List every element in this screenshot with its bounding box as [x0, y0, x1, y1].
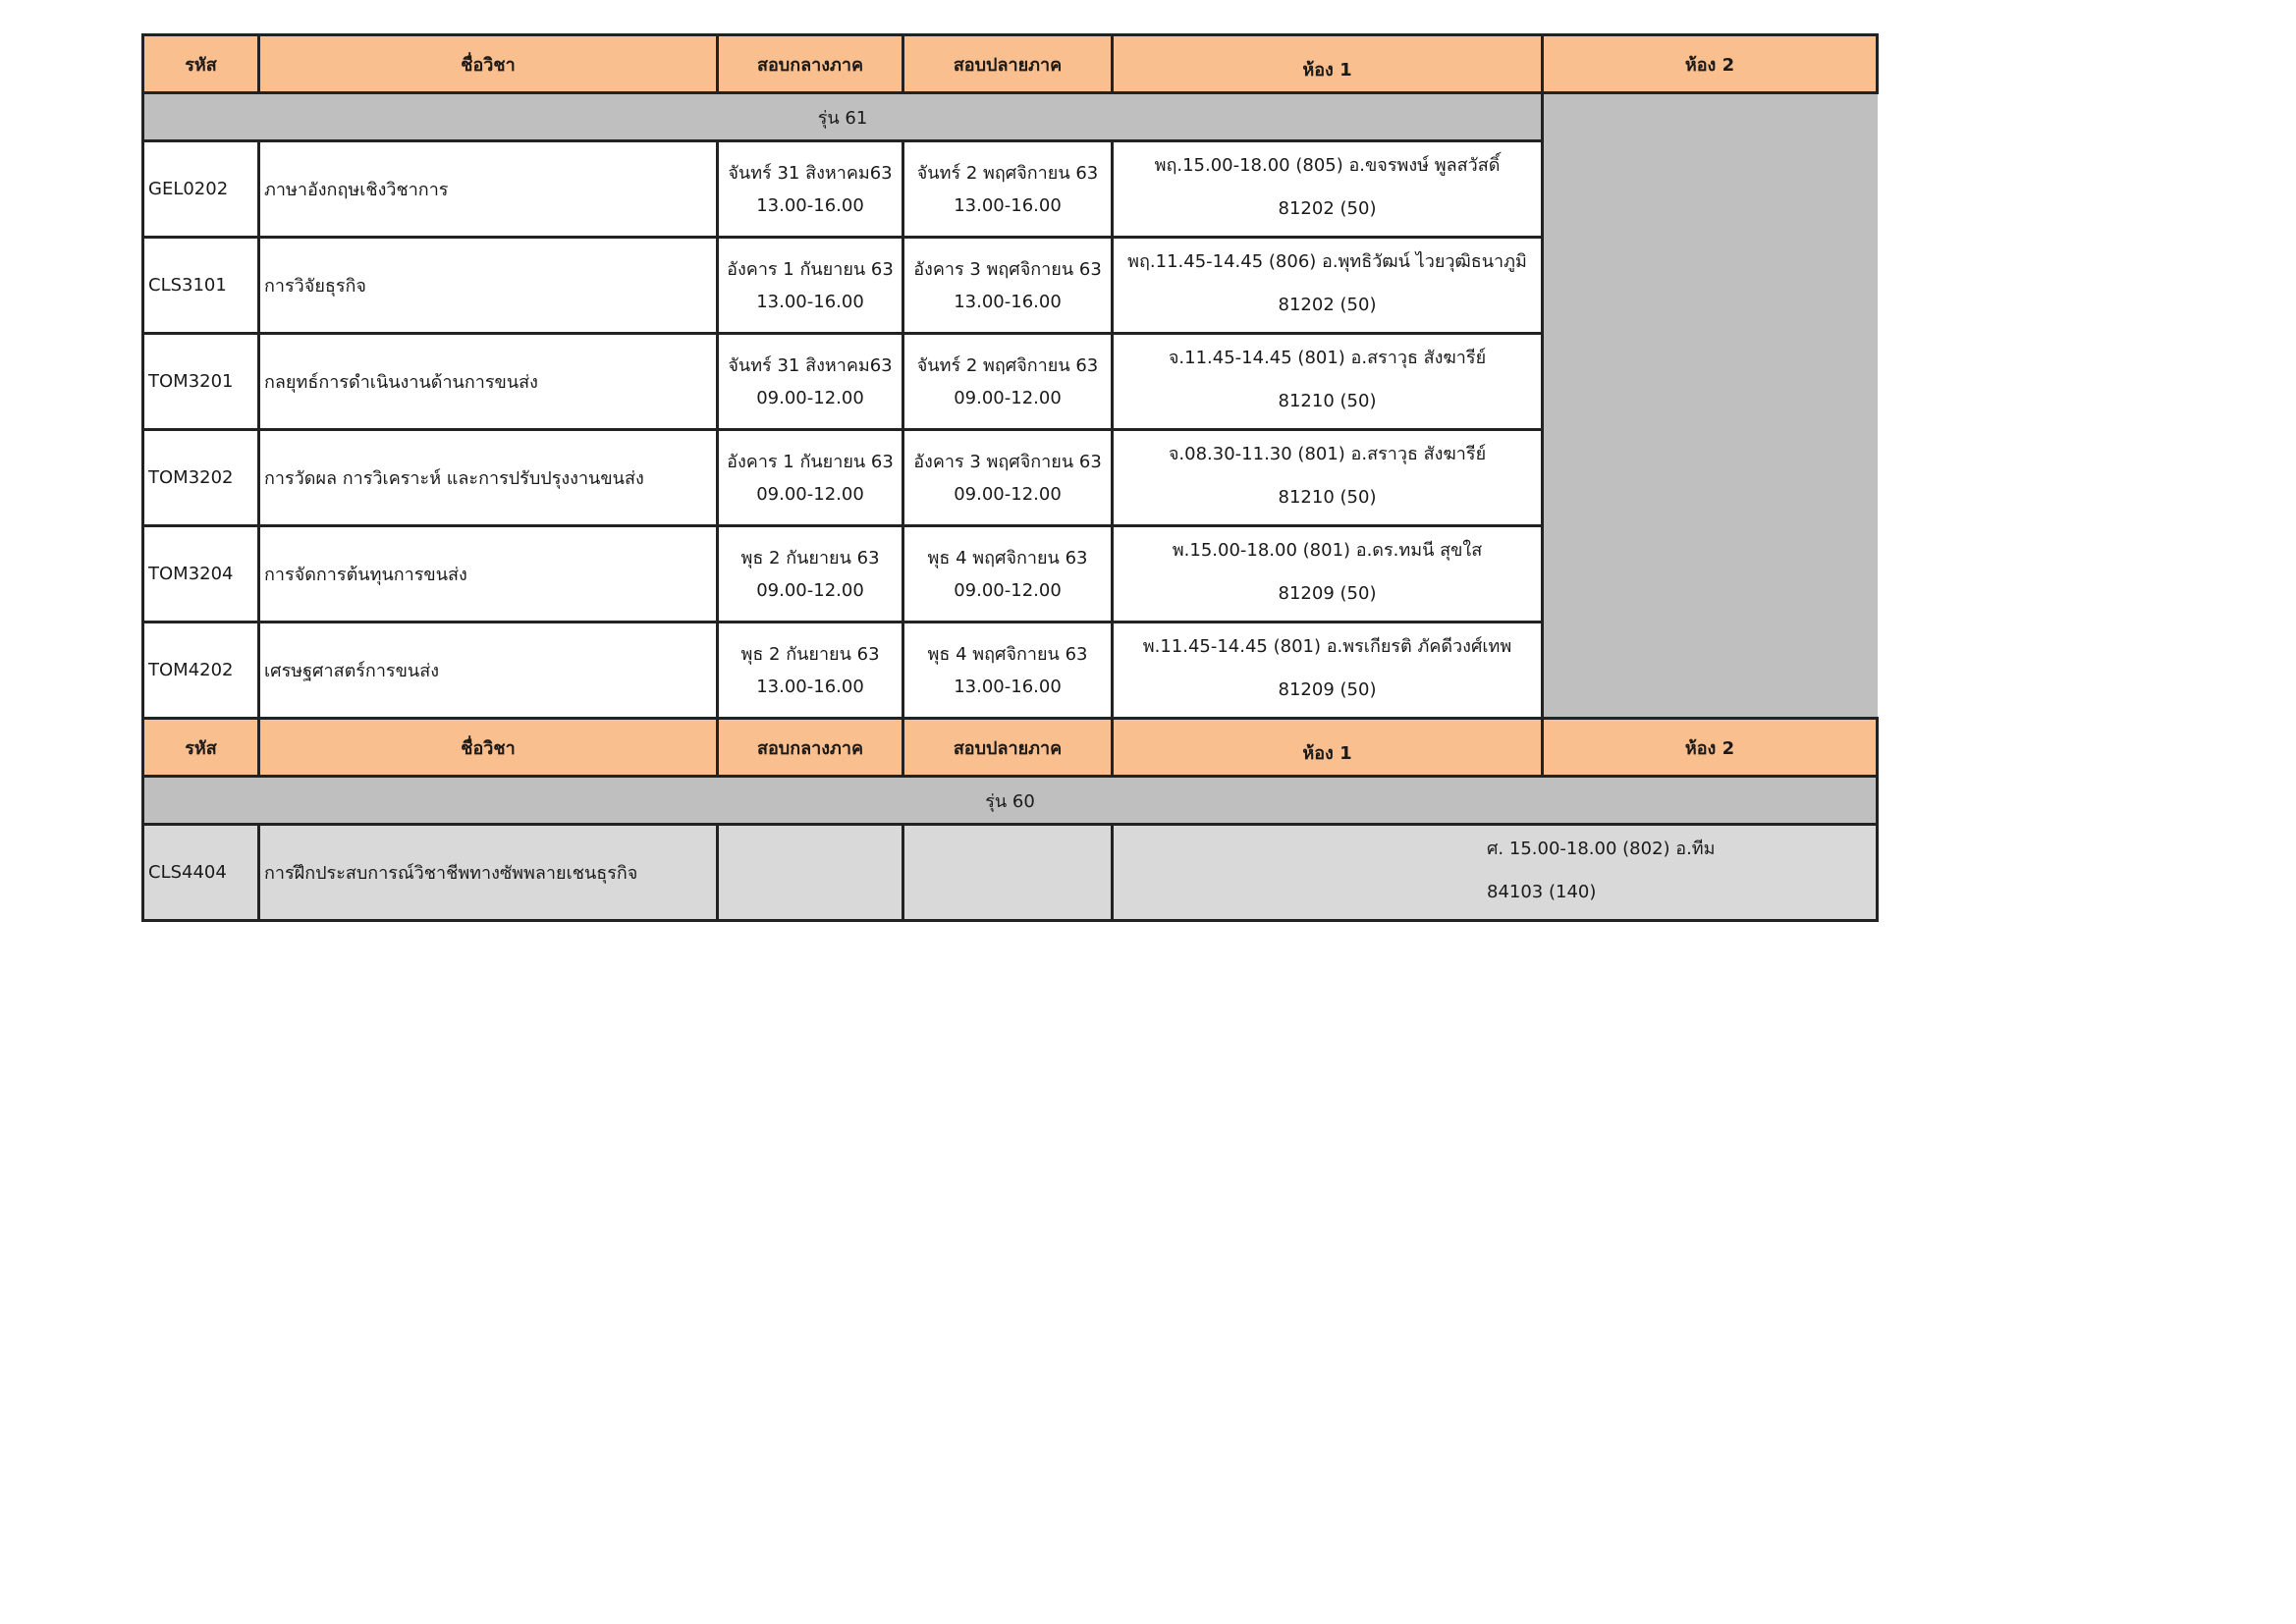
group-label: รุ่น 60 [143, 777, 1878, 825]
final-time: 13.00-16.00 [954, 676, 1062, 697]
room1-cell [1113, 238, 1543, 334]
midterm-cell [718, 623, 903, 719]
header-name: ชื่อวิชา [259, 719, 718, 777]
room2-empty-area [1543, 93, 1878, 719]
header-room2: ห้อง 2 [1543, 35, 1878, 93]
header-room1: ห้อง 1 [1113, 35, 1543, 93]
final-date: พุธ 4 พฤศจิกายน 63 [927, 547, 1088, 568]
header-room1: ห้อง 1 [1113, 719, 1543, 777]
room1-cell [1113, 334, 1543, 430]
course-code: TOM3201 [143, 334, 259, 430]
midterm-date: พุธ 2 กันยายน 63 [740, 643, 880, 665]
header-name: ชื่อวิชา [259, 35, 718, 93]
midterm-date: พุธ 2 กันยายน 63 [740, 547, 880, 568]
course-name: การฝึกประสบการณ์วิชาชีพทางซัพพลายเชนธุรกิจ [259, 825, 718, 921]
room-number: 81202 (50) [1278, 295, 1377, 315]
exam-schedule-table [141, 33, 1879, 922]
midterm-time: 09.00-12.00 [756, 483, 864, 505]
final-date: พุธ 4 พฤศจิกายน 63 [927, 643, 1088, 665]
header-final: สอบปลายภาค [903, 719, 1113, 777]
room-schedule: พฤ.15.00-18.00 (805) อ.ขจรพงษ์ พูลสวัสดิ์ [1154, 155, 1501, 176]
final-time: 09.00-12.00 [954, 387, 1062, 408]
final-cell [903, 334, 1113, 430]
room-schedule: ศ. 15.00-18.00 (802) อ.ทีม [1487, 839, 1716, 859]
course-code: TOM3202 [143, 430, 259, 526]
final-time: 09.00-12.00 [954, 579, 1062, 601]
course-code: CLS3101 [143, 238, 259, 334]
header-code: รหัส [143, 719, 259, 777]
group-row-60 [143, 777, 1878, 825]
course-name: การจัดการต้นทุนการขนส่ง [259, 526, 718, 623]
room-number: 81209 (50) [1278, 679, 1377, 700]
midterm-date: อังคาร 1 กันยายน 63 [727, 258, 894, 280]
midterm-cell [718, 334, 903, 430]
course-name: กลยุทธ์การดำเนินงานด้านการขนส่ง [259, 334, 718, 430]
course-code: TOM3204 [143, 526, 259, 623]
course-name: ภาษาอังกฤษเชิงวิชาการ [259, 141, 718, 238]
midterm-cell [718, 430, 903, 526]
final-cell [903, 623, 1113, 719]
room-number: 84103 (140) [1487, 882, 1597, 902]
midterm-time: 13.00-16.00 [756, 291, 864, 312]
course-code: GEL0202 [143, 141, 259, 238]
final-date: อังคาร 3 พฤศจิกายน 63 [913, 258, 1102, 280]
room1-cell [1113, 430, 1543, 526]
midterm-time: 13.00-16.00 [756, 194, 864, 216]
midterm-time: 13.00-16.00 [756, 676, 864, 697]
group-label: รุ่น 61 [143, 93, 1543, 141]
room-schedule: จ.11.45-14.45 (801) อ.สราวุธ สังฆารีย์ [1168, 348, 1487, 368]
table-row [143, 825, 1878, 921]
final-time: 13.00-16.00 [954, 291, 1062, 312]
midterm-date: จันทร์ 31 สิงหาคม63 [728, 354, 893, 376]
room1-cell [1113, 141, 1543, 238]
room-schedule: จ.08.30-11.30 (801) อ.สราวุธ สังฆารีย์ [1168, 444, 1487, 464]
final-cell [903, 526, 1113, 623]
room-number: 81202 (50) [1278, 198, 1377, 219]
midterm-time: 09.00-12.00 [756, 579, 864, 601]
room-number: 81210 (50) [1278, 391, 1377, 411]
room1-cell [1113, 526, 1543, 623]
group-row-61 [143, 93, 1878, 141]
table-header-row [143, 719, 1878, 777]
room-schedule: พ.11.45-14.45 (801) อ.พรเกียรติ ภัคดีวงศ์เทพ [1142, 636, 1512, 657]
room-cell-merged [1113, 825, 1878, 921]
final-date: จันทร์ 2 พฤศจิกายน 63 [916, 162, 1099, 184]
room-schedule: พ.15.00-18.00 (801) อ.ดร.ทมนี สุขใส [1172, 540, 1483, 561]
final-cell [903, 825, 1113, 921]
course-name: เศรษฐศาสตร์การขนส่ง [259, 623, 718, 719]
final-date: อังคาร 3 พฤศจิกายน 63 [913, 451, 1102, 472]
midterm-cell [718, 825, 903, 921]
room-number: 81209 (50) [1278, 583, 1377, 604]
final-date: จันทร์ 2 พฤศจิกายน 63 [916, 354, 1099, 376]
header-room2: ห้อง 2 [1543, 719, 1878, 777]
midterm-date: จันทร์ 31 สิงหาคม63 [728, 162, 893, 184]
final-time: 13.00-16.00 [954, 194, 1062, 216]
midterm-cell [718, 526, 903, 623]
course-code: TOM4202 [143, 623, 259, 719]
header-code: รหัส [143, 35, 259, 93]
final-cell [903, 238, 1113, 334]
course-name: การวิจัยธุรกิจ [259, 238, 718, 334]
course-name: การวัดผล การวิเคราะห์ และการปรับปรุงงานขนส่ง [259, 430, 718, 526]
room-schedule: พฤ.11.45-14.45 (806) อ.พุทธิวัฒน์ ไวยวุฒิธนาภูมิ [1127, 251, 1527, 272]
room-number: 81210 (50) [1278, 487, 1377, 508]
course-code: CLS4404 [143, 825, 259, 921]
final-cell [903, 430, 1113, 526]
final-time: 09.00-12.00 [954, 483, 1062, 505]
header-midterm: สอบกลางภาค [718, 35, 903, 93]
midterm-date: อังคาร 1 กันยายน 63 [727, 451, 894, 472]
final-cell [903, 141, 1113, 238]
midterm-cell [718, 238, 903, 334]
header-midterm: สอบกลางภาค [718, 719, 903, 777]
midterm-time: 09.00-12.00 [756, 387, 864, 408]
header-final: สอบปลายภาค [903, 35, 1113, 93]
midterm-cell [718, 141, 903, 238]
room1-cell [1113, 623, 1543, 719]
table-header-row [143, 35, 1878, 93]
